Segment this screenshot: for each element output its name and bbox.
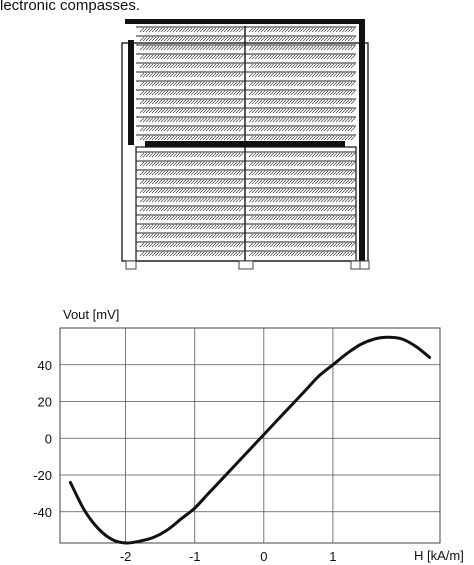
y-tick-label: -20 bbox=[33, 468, 52, 484]
coil-hatch bbox=[140, 252, 243, 256]
coil-hatch bbox=[249, 225, 355, 229]
coil-hatch bbox=[140, 189, 243, 193]
vout-curve bbox=[70, 337, 429, 543]
coil-hatch bbox=[249, 171, 355, 175]
coil-hatch bbox=[140, 109, 243, 113]
y-tick-label: 20 bbox=[37, 394, 52, 410]
coil-hatch bbox=[140, 136, 243, 140]
coil-hatch bbox=[140, 46, 243, 50]
vout-vs-h-chart bbox=[0, 295, 474, 565]
coil-hatch bbox=[249, 189, 355, 193]
x-axis-label: H [kA/m] bbox=[414, 548, 464, 563]
coil-hatch bbox=[140, 64, 243, 68]
coil-hatch bbox=[249, 73, 355, 77]
coil-hatch bbox=[249, 207, 355, 211]
y-tick-label: 0 bbox=[44, 431, 52, 447]
coil-hatch bbox=[140, 171, 243, 175]
coil-hatch bbox=[140, 243, 243, 247]
coil-hatch bbox=[140, 73, 243, 77]
coil-hatch bbox=[249, 198, 355, 202]
x-tick-label: -1 bbox=[188, 549, 201, 564]
chart-series bbox=[70, 337, 429, 543]
contact-pad-middle bbox=[239, 261, 253, 269]
coil-hatch bbox=[140, 118, 243, 122]
coil-hatch bbox=[249, 234, 355, 238]
coil-hatch bbox=[249, 243, 355, 247]
coil-hatch bbox=[140, 82, 243, 86]
sensor-layout-diagram bbox=[120, 18, 370, 270]
coil-hatch bbox=[249, 82, 355, 86]
coil-hatch bbox=[140, 100, 243, 104]
coil-hatch bbox=[249, 153, 355, 157]
coil-hatch bbox=[140, 207, 243, 211]
coil-hatch bbox=[249, 46, 355, 50]
contact-pad-right-b bbox=[360, 261, 369, 269]
coil-hatch bbox=[140, 37, 243, 41]
contact-pad-left bbox=[126, 261, 136, 269]
coil-hatch bbox=[249, 180, 355, 184]
coil-hatch bbox=[140, 127, 243, 131]
coil-hatch bbox=[249, 136, 355, 140]
coil-hatch bbox=[249, 216, 355, 220]
x-tick-label: 1 bbox=[329, 549, 337, 564]
coil-hatch bbox=[140, 198, 243, 202]
y-axis-label: Vout [mV] bbox=[63, 307, 120, 322]
x-tick-label: -2 bbox=[119, 549, 132, 564]
coil-hatch bbox=[140, 225, 243, 229]
sensor-top-bar bbox=[125, 19, 365, 24]
coil-hatch bbox=[140, 180, 243, 184]
coil-hatch bbox=[249, 162, 355, 166]
plot-frame bbox=[60, 328, 440, 543]
x-tick-label: 0 bbox=[260, 549, 268, 564]
coil-lower bbox=[136, 152, 356, 256]
figure-caption: lectronic compasses. bbox=[0, 0, 141, 14]
coil-hatch bbox=[140, 162, 243, 166]
sensor-right-bar bbox=[359, 21, 365, 261]
coil-hatch bbox=[249, 127, 355, 131]
coil-hatch bbox=[140, 28, 243, 32]
coil-hatch bbox=[140, 91, 243, 95]
coil-hatch bbox=[249, 109, 355, 113]
chart-ticks bbox=[33, 358, 336, 564]
chart-grid bbox=[60, 328, 440, 543]
coil-hatch bbox=[249, 55, 355, 59]
coil-hatch bbox=[249, 37, 355, 41]
coil-hatch bbox=[249, 118, 355, 122]
coil-hatch bbox=[249, 91, 355, 95]
coil-hatch bbox=[249, 64, 355, 68]
coil-hatch bbox=[140, 153, 243, 157]
coil-hatch bbox=[249, 100, 355, 104]
y-tick-label: -40 bbox=[33, 504, 52, 520]
coil-hatch bbox=[140, 216, 243, 220]
coil-hatch bbox=[249, 252, 355, 256]
sensor-left-bar bbox=[128, 40, 134, 145]
contact-pad-right-a bbox=[351, 261, 360, 269]
coil-hatch bbox=[140, 55, 243, 59]
coil-hatch bbox=[140, 234, 243, 238]
coil-hatch bbox=[249, 28, 355, 32]
y-tick-label: 40 bbox=[37, 357, 52, 373]
coil-upper bbox=[136, 27, 356, 140]
